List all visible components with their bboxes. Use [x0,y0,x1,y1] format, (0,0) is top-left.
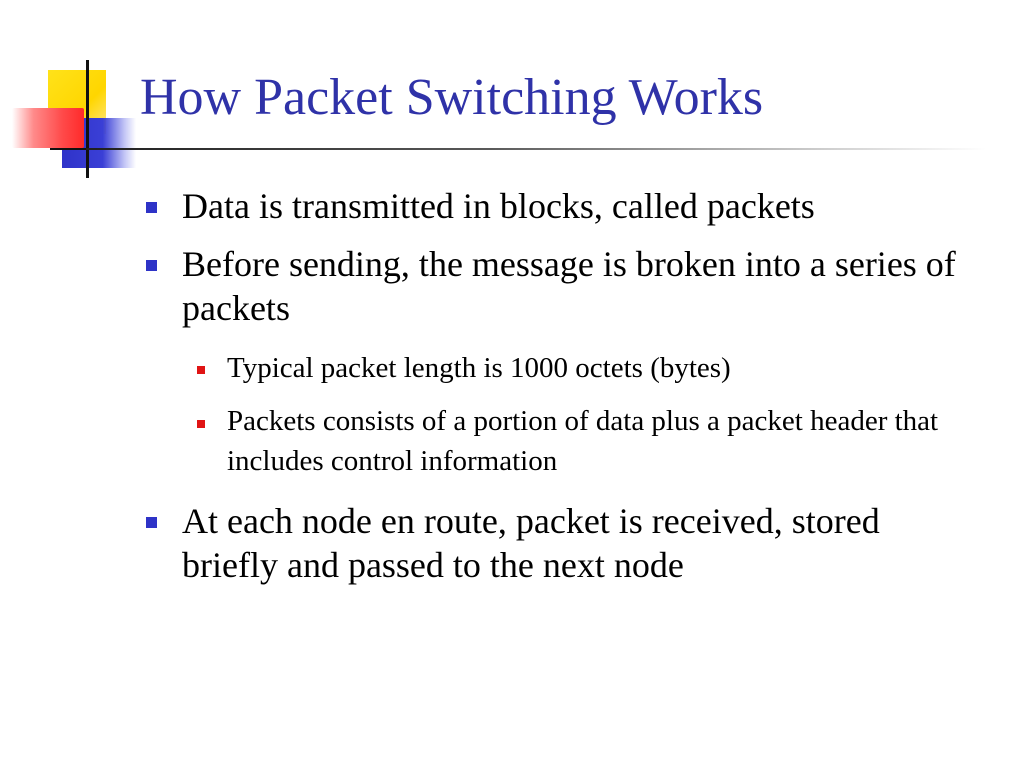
sub-bullet-item: Packets consists of a portion of data plus a packet header that includes control information [227,405,939,477]
bullet-marker [146,260,157,271]
sub-bullet-marker [197,366,205,374]
bullet-item: Before sending, the message is broken into a series of packets [182,244,956,328]
sub-bullet-item: Typical packet length is 1000 octets (bytes) [227,352,731,384]
sub-bullet-marker [197,420,205,428]
bullet-marker [146,517,157,528]
bullet-item: At each node en route, packet is received, stored briefly and passed to the next node [182,501,880,585]
bullet-marker [146,202,157,213]
slide-title: How Packet Switching Works [140,69,764,126]
bullet-item: Data is transmitted in blocks, called packets [182,186,815,226]
